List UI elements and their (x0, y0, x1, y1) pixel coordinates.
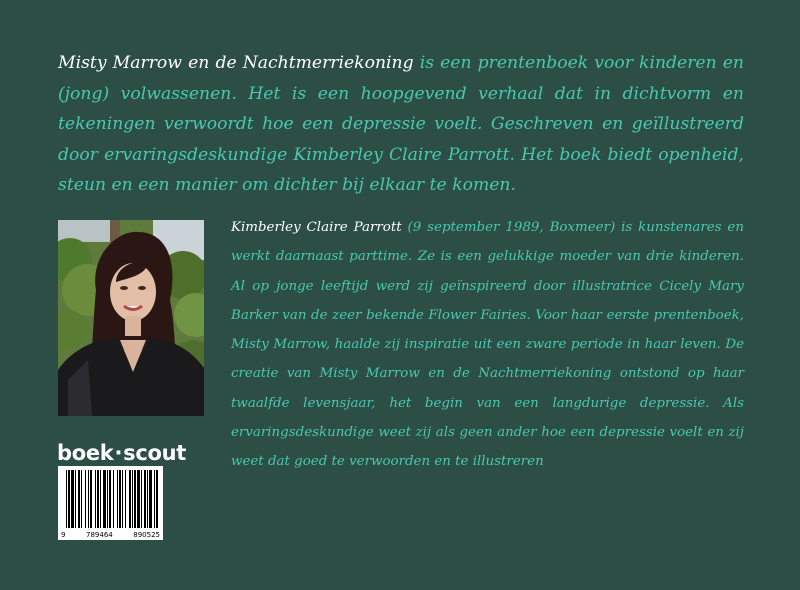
barcode-bars (58, 466, 163, 530)
isbn-barcode (58, 466, 163, 540)
author-photo (58, 220, 204, 416)
publisher-logo-dot: · (114, 441, 123, 465)
blurb-text: is een prentenboek voor kinderen en (jong) volwassenen. Het is een hoopgevend verhaal dat in dichtvorm en tekeningen verwoordt hoe een depressie voelt. Geschreven en geïllustreerd door ervaringsdeskundige Kimberley Claire Parrott. Het boek biedt openheid, steun en een manier om dichter bij elkaar te komen. (58, 53, 745, 195)
back-cover-blurb (58, 48, 744, 201)
bio-text: (9 september 1989, Boxmeer) is kunstenares en werkt daarnaast parttime. Ze is een gelukkige moeder van drie kinderen. Al op jonge leeftijd werd zij geïnspireerd door illustratrice Cicely Mary Barker van de zeer bekende Flower Fairies. Voor haar eerste prentenboek, Misty Marrow, haalde zij inspiratie uit een zware periode in haar leven. De creatie van Misty Marrow en de Nachtmerriekoning ontstond op haar twaalfde levensjaar, het begin van een langdurige depressie. Als ervaringsdeskundige weet zij als geen ander hoe een depressie voelt en zij weet dat goed te verwoorden en te illustreren (231, 220, 744, 470)
barcode-group-2: 890525 (133, 531, 160, 539)
publisher-logo-part2: scout (123, 441, 187, 465)
book-title: Misty Marrow en de Nachtmerriekoning (58, 53, 414, 73)
barcode-lead-digit: 9 (61, 531, 66, 539)
publisher-logo-part1: boek (57, 441, 114, 465)
barcode-group-1: 789464 (86, 531, 113, 539)
author-bio (231, 213, 744, 477)
publisher-logo (57, 438, 186, 468)
author-name: Kimberley Claire Parrott (231, 220, 402, 235)
barcode-digits (58, 531, 163, 539)
